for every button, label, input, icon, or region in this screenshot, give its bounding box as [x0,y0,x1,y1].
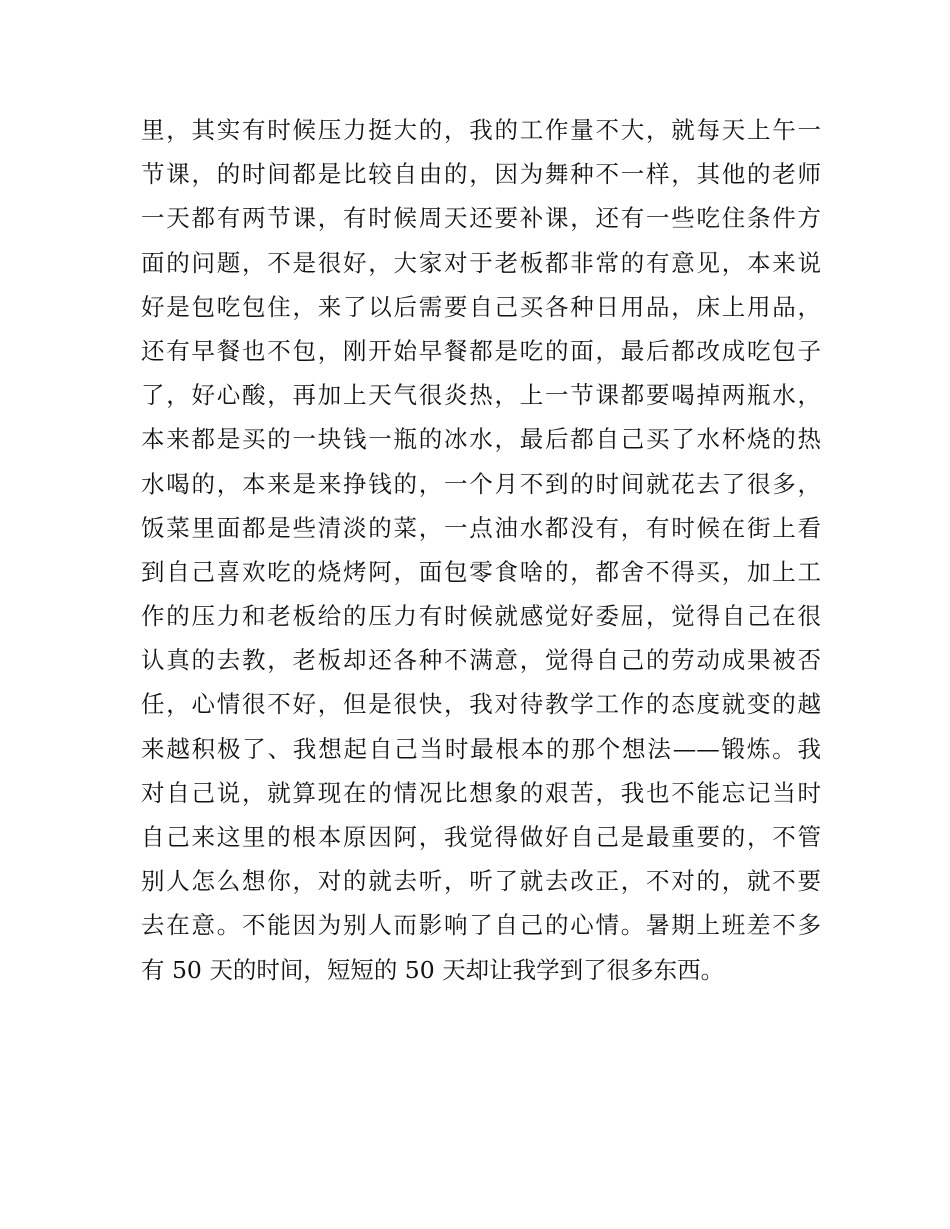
text-line-9: 水喝的，本来是来挣钱的，一个月不到的时间就花去了很多， [141,469,821,498]
text-line-4: 面的问题，不是很好，大家对于老板都非常的有意见，本来说 [141,248,821,277]
text-line-6: 还有早餐也不包，刚开始早餐都是吃的面，最后都改成吃包子 [141,336,821,365]
text-line-13: 认真的去教，老板却还各种不满意，觉得自己的劳动成果被否 [141,646,821,675]
text-line-17: 自己来这里的根本原因阿，我觉得做好自己是最重要的，不管 [141,823,821,851]
text-line-15: 来越积极了、我想起自己当时最根本的那个想法——锻炼。我 [141,734,821,763]
text-line-8: 本来都是买的一块钱一瓶的冰水，最后都自己买了水杯烧的热 [141,425,821,454]
text-line-12: 作的压力和老板给的压力有时候就感觉好委屈，觉得自己在很 [141,602,821,631]
text-line-7: 了，好心酸，再加上天气很炎热，上一节课都要喝掉两瓶水， [141,381,821,410]
text-line-2: 节课，的时间都是比较自由的，因为舞种不一样，其他的老师 [141,160,821,189]
text-line-18: 别人怎么想你，对的就去听，听了就去改正，不对的，就不要 [141,867,821,896]
text-line-14: 任，心情很不好，但是很快，我对待教学工作的态度就变的越 [141,690,821,719]
text-line-16: 对自己说，就算现在的情况比想象的艰苦，我也不能忘记当时 [141,778,821,807]
text-line-20: 有 50 天的时间，短短的 50 天却让我学到了很多东西。 [141,955,725,984]
text-line-1: 里，其实有时候压力挺大的，我的工作量不大，就每天上午一 [141,116,821,144]
text-line-10: 饭菜里面都是些清淡的菜，一点油水都没有，有时候在街上看 [141,513,821,542]
body-paragraph [141,108,821,992]
text-line-11: 到自己喜欢吃的烧烤阿，面包零食啥的，都舍不得买，加上工 [141,557,821,586]
text-line-5: 好是包吃包住，来了以后需要自己买各种日用品，床上用品， [141,292,821,321]
text-line-3: 一天都有两节课，有时候周天还要补课，还有一些吃住条件方 [141,204,821,233]
text-line-19: 去在意。不能因为别人而影响了自己的心情。暑期上班差不多 [141,911,821,940]
